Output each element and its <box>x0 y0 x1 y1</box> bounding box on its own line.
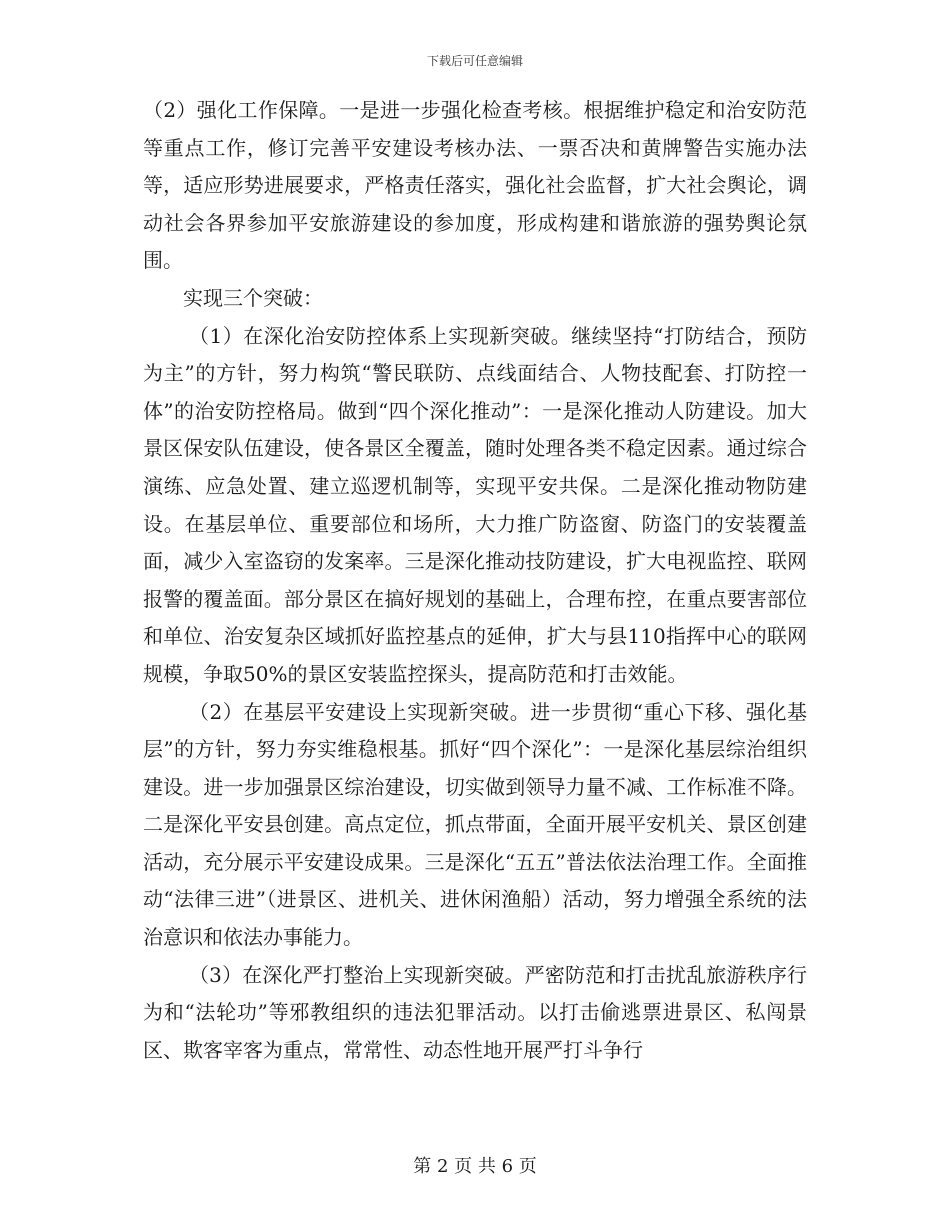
paragraph-breakthrough-3: （3）在深化严打整治上实现新突破。严密防范和打击扰乱旅游秩序行为和“法轮功”等邪教组织的违法犯罪活动。以打击偷逃票进景区、私闯景区、欺客宰客为重点，常常性、动态性地开展严打斗争行 <box>143 962 807 1062</box>
page-header-note: 下载后可任意编辑 <box>426 54 523 68</box>
paragraph-three-breakthroughs-heading: 实现三个突破： <box>183 285 323 310</box>
paragraph-work-guarantee: （2）强化工作保障。一是进一步强化检查考核。根据维护稳定和治安防范等重点工作，修订完善平安建设考核办法、一票否决和黄牌警告实施办法等，适应形势进展要求，严格责任落实，强化社会监督，扩大社会舆论，调动社会各界参加平安旅游建设的参加度，形成构建和谐旅游的强势舆论氛围。 <box>143 98 807 273</box>
paragraph-breakthrough-2: （2）在基层平安建设上实现新突破。进一步贯彻“重心下移、强化基层”的方针，努力夯实维稳根基。抓好“四个深化”：一是深化基层综治组织建设。进一步加强景区综治建设，切实做到领导力量不减、工作标准不降。二是深化平安县创建。高点定位，抓点带面，全面开展平安机关、景区创建活动，充分展示平安建设成果。三是深化“五五”普法依法治理工作。全面推动“法律三进”（进景区、进机关、进休闲渔船）活动，努力增强全系统的法治意识和依法办事能力。 <box>143 699 807 950</box>
page-number: 第 2 页 共 6 页 <box>413 1156 537 1177</box>
paragraph-breakthrough-1: （1）在深化治安防控体系上实现新突破。继续坚持“打防结合，预防为主”的方针，努力构筑“警民联防、点线面结合、人物技配套、打防控一体”的治安防控格局。做到“四个深化推动”：一是深化推动人防建设。加大景区保安队伍建设，使各景区全覆盖，随时处理各类不稳定因素。通过综合演练、应急处置、建立巡逻机制等，实现平安共保。二是深化推动物防建设。在基层单位、重要部位和场所，大力推广防盗窗、防盗门的安装覆盖面，减少入室盗窃的发案率。三是深化推动技防建设，扩大电视监控、联网报警的覆盖面。部分景区在搞好规划的基础上，合理布控，在重点要害部位和单位、治安复杂区域抓好监控基点的延伸，扩大与县110指挥中心的联网规模，争取50%的景区安装监控探头，提高防范和打击效能。 <box>143 323 807 686</box>
document-body <box>143 92 807 1069</box>
